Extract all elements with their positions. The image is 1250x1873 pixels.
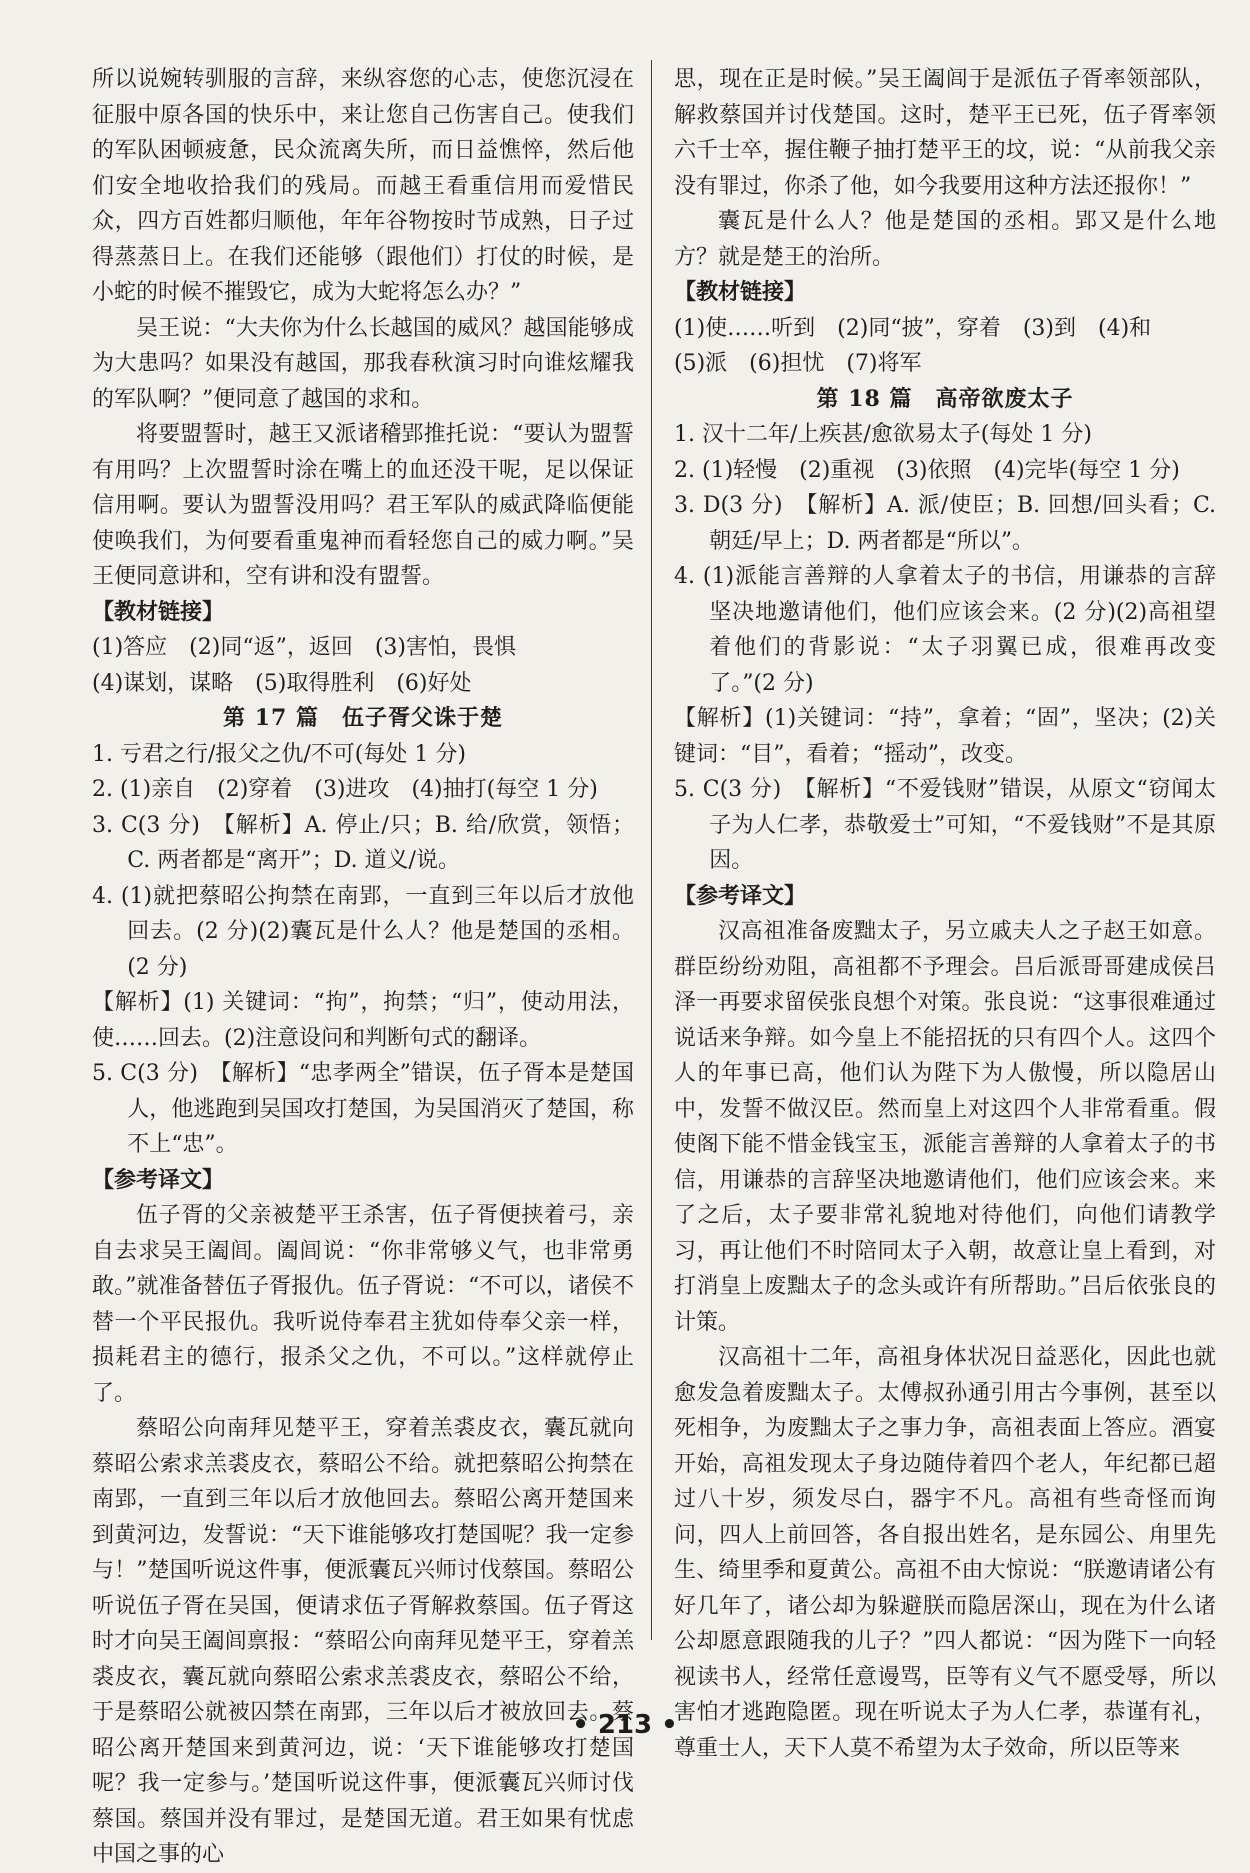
paragraph: 1. 汉十二年/上疾甚/愈欲易太子(每处 1 分)	[674, 422, 1092, 447]
page-number: • 213 •	[572, 1710, 678, 1740]
paragraph: 【解析】(1) 关键词：“拘”，拘禁；“归”，使动用法，使……回去。(2)注意设问和判断句式的翻译。	[92, 990, 634, 1051]
paragraph: 汉高祖准备废黜太子，另立戚夫人之子赵王如意。群臣纷纷劝阻，高祖都不予理会。吕后派哥哥建成侯吕泽一再要求留侯张良想个对策。张良说：“这事很难通过说话来争辩。如今皇上不能招抚的只有四个人。这四个人的年事已高，他们认为陛下为人傲慢，所以隐居山中，发誓不做汉臣。然而皇上对这四个人非常看重。假使阁下能不惜金钱宝玉，派能言善辩的人拿着太子的书信，用谦恭的言辞坚决地邀请他们，他们应该会来。来了之后，太子要非常礼貌地对待他们，向他们请教学习，再让他们不时陪同太子入朝，故意让皇上看到，对打消皇上废黜太子的念头或许有所帮助。”吕后依张良的计策。	[674, 919, 1216, 1335]
paragraph: 汉高祖十二年，高祖身体状况日益恶化，因此也就愈发急着废黜太子。太傅叔孙通引用古今事例，甚至以死相争，为废黜太子之事力争，高祖表面上答应。酒宴开始，高祖发现太子身边随侍着四个老人，年纪都已超过八十岁，须发尽白，器宇不凡。高祖有些奇怪而询问，四人上前回答，各自报出姓名，是东园公、甪里先生、绮里季和夏黄公。高祖不由大惊说：“朕邀请诸公有好几年了，诸公却为躲避朕而隐居深山，现在为什么诸公却愿意跟随我的儿子？”四人都说：“因为陛下一向轻视读书人，经常任意谩骂，臣等有义气不愿受辱，所以害怕才逃跑隐匿。现在听说太子为人仁孝，恭谨有礼，尊重士人，天下人莫不希望为太子效命，所以臣等来	[674, 1345, 1216, 1761]
section-header: 【教材链接】	[674, 279, 807, 305]
paragraph: 吴王说：“大夫你为什么长越国的威风？越国能够成为大患吗？如果没有越国，那我春秋演习时向谁炫耀我的军队啊？”便同意了越国的求和。	[92, 315, 634, 412]
section-title: 第 18 篇 高帝欲废太子	[816, 385, 1074, 412]
paragraph: 囊瓦是什么人？他是楚国的丞相。郢又是什么地方？就是楚王的治所。	[674, 209, 1216, 270]
paragraph: 4. (1)派能言善辩的人拿着太子的书信，用谦恭的言辞坚决地邀请他们，他们应该会来。(2 分)(2)高祖望着他们的背影说：“太子羽翼已成，很难再改变了。”(2 分)	[674, 564, 1216, 696]
paragraph: 1. 亏君之行/报父之仇/不可(每处 1 分)	[92, 741, 466, 767]
paragraph: 3. C(3 分) 【解析】A. 停止/只；B. 给/欣赏，领悟；C. 两者都是“离开”；D. 道义/说。	[92, 812, 634, 873]
paragraph: 将要盟誓时，越王又派诸稽郢推托说：“要认为盟誓有用吗？上次盟誓时涂在嘴上的血还没干呢，足以保证信用啊。要认为盟誓没用吗？君王军队的威武降临便能使唤我们，为何要看重鬼神而看轻您自己的威力啊。”吴王便同意讲和，空有讲和没有盟誓。	[92, 422, 634, 589]
left-column	[92, 62, 634, 1873]
paragraph: (4)谋划，谋略 (5)取得胜利 (6)好处	[92, 670, 472, 696]
paragraph: (1)答应 (2)同“返”，返回 (3)害怕，畏惧	[92, 635, 516, 660]
paragraph: 伍子胥的父亲被楚平王杀害，伍子胥便挟着弓，亲自去求吴王阖闾。阖闾说：“你非常够义气，也非常勇敢。”就准备替伍子胥报仇。伍子胥说：“不可以，诸侯不替一个平民报仇。我听说侍奉君主犹如侍奉父亲一样，损耗君主的德行，报杀父之仇，不可以。”这样就停止了。	[92, 1203, 634, 1406]
paragraph: (5)派 (6)担忧 (7)将军	[674, 351, 922, 376]
paragraph: 所以说婉转驯服的言辞，来纵容您的心志，使您沉浸在征服中原各国的快乐中，来让您自己伤害自己。使我们的军队困顿疲惫，民众流离失所，而日益憔悴，然后他们安全地收拾我们的残局。而越王看重信用而爱惜民众，四方百姓都归顺他，年年谷物按时节成熟，日子过得蒸蒸日上。在我们还能够（跟他们）打仗的时候，是小蛇的时候不摧毁它，成为大蛇将怎么办？”	[92, 67, 634, 305]
section-title: 第 17 篇 伍子胥父诛于楚	[223, 705, 503, 731]
paragraph: 5. C(3 分) 【解析】“不爱钱财”错误，从原文“窃闻太子为人仁孝，恭敬爱士”可知，“不爱钱财”不是其原因。	[674, 777, 1216, 873]
section-header: 【教材链接】	[92, 598, 225, 625]
paragraph: 【解析】(1)关键词：“持”，拿着；“固”，坚决；(2)关键词：“目”，看着；“摇动”，改变。	[674, 706, 1216, 767]
paragraph: (1)使……听到 (2)同“披”，穿着 (3)到 (4)和	[674, 315, 1152, 341]
paragraph: 蔡昭公向南拜见楚平王，穿着羔裘皮衣，囊瓦就向蔡昭公索求羔裘皮衣，蔡昭公不给。就把蔡昭公拘禁在南郢，一直到三年以后才放他回去。蔡昭公离开楚国来到黄河边，发誓说：“天下谁能够攻打楚国呢？我一定参与！”楚国听说这件事，便派囊瓦兴师讨伐蔡国。蔡昭公听说伍子胥在吴国，便请求伍子胥解救蔡国。伍子胥这时才向吴王阖闾禀报：“蔡昭公向南拜见楚平王，穿着羔裘皮衣，囊瓦就向蔡昭公索求羔裘皮衣，蔡昭公不给，于是蔡昭公就被囚禁在南郢，三年以后才被放回去。蔡昭公离开楚国来到黄河边，说：‘天下谁能够攻打楚国呢？我一定参与。’楚国听说这件事，便派囊瓦兴师讨伐蔡国。蔡国并没有罪过，是楚国无道。君王如果有忧虑中国之事的心	[92, 1416, 634, 1867]
paragraph: 思，现在正是时候。”吴王阖闾于是派伍子胥率领部队，解救蔡国并讨伐楚国。这时，楚平王已死，伍子胥率领六千士卒，握住鞭子抽打楚平王的坟，说：“从前我父亲没有罪过，你杀了他，如今我要用这种方法还报你！”	[674, 67, 1216, 199]
paragraph: 5. C(3 分) 【解析】“忠孝两全”错误，伍子胥本是楚国人，他逃跑到吴国攻打楚国，为吴国消灭了楚国，称不上“忠”。	[92, 1061, 634, 1157]
paragraph: 4. (1)就把蔡昭公拘禁在南郢，一直到三年以后才放他回去。(2 分)(2)囊瓦是什么人？他是楚国的丞相。(2 分)	[92, 883, 634, 980]
section-header: 【参考译文】	[92, 1166, 225, 1193]
right-column	[674, 62, 1216, 1766]
column-divider	[651, 60, 652, 1640]
section-header: 【参考译文】	[674, 882, 807, 909]
paragraph: 2. (1)亲自 (2)穿着 (3)进攻 (4)抽打(每空 1 分)	[92, 777, 598, 802]
paragraph: 3. D(3 分) 【解析】A. 派/使臣；B. 回想/回头看；C. 朝廷/早上；D. 两者都是“所以”。	[674, 493, 1216, 554]
paragraph: 2. (1)轻慢 (2)重视 (3)依照 (4)完毕(每空 1 分)	[674, 457, 1180, 483]
